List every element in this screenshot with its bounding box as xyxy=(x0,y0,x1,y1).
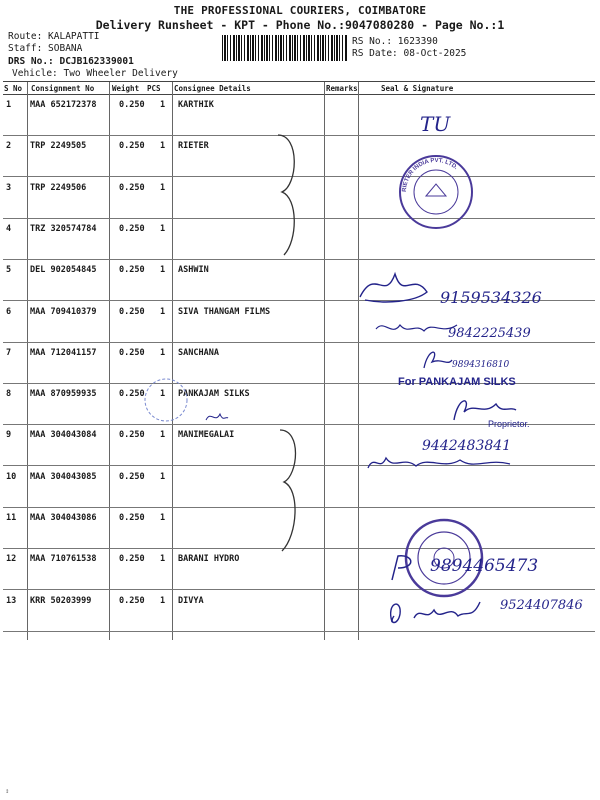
pcs-cell: 1 xyxy=(160,513,166,523)
bracket-mark xyxy=(270,425,310,555)
weight-cell: 0.250 xyxy=(119,182,145,193)
sno-cell: 8 xyxy=(6,389,12,400)
weight-cell: 0.250 xyxy=(119,595,145,606)
consignment-cell: MAA 710761538 xyxy=(30,554,97,565)
signature-scribble-row9 xyxy=(364,448,514,478)
weight-cell: 0.250 xyxy=(119,430,145,441)
consignment-cell: DEL 902054845 xyxy=(30,265,97,276)
col-header-consignee: Consignee Details xyxy=(174,84,251,93)
weight-cell: 0.250 xyxy=(119,389,145,400)
sno-cell: 11 xyxy=(6,513,17,523)
consignment-cell: MAA 709410379 xyxy=(30,306,97,317)
consignee-cell: DIVYA xyxy=(178,595,204,606)
weight-cell: 0.250 xyxy=(119,223,145,234)
pcs-cell: 1 xyxy=(160,347,166,358)
table-top-rule xyxy=(3,81,595,82)
consignment-cell: KRR 50203999 xyxy=(30,595,92,606)
pankajam-stamp-line1: For PANKAJAM SILKS xyxy=(398,376,516,388)
signature-scribble-row7 xyxy=(418,346,456,374)
phone-row13: 9524407846 xyxy=(500,598,583,613)
rieter-stamp xyxy=(396,152,476,232)
sno-cell: 9 xyxy=(6,430,12,441)
weight-cell: 0.250 xyxy=(119,306,145,317)
faint-stamp xyxy=(142,376,190,424)
rieter-stamp-text: RIETER INDIA PVT. LTD. xyxy=(401,157,459,193)
pankajam-stamp-line2: Proprietor. xyxy=(488,419,530,429)
consignment-cell: MAA 304043085 xyxy=(30,471,97,482)
consignee-cell: SIVA THANGAM FILMS xyxy=(178,306,271,317)
weight-cell: 0.250 xyxy=(119,265,145,276)
pcs-cell: 1 xyxy=(160,554,166,565)
pcs-cell: 1 xyxy=(160,389,166,400)
consignment-cell: MAA 712041157 xyxy=(30,347,97,358)
signature-scribble-row8 xyxy=(203,408,229,426)
route-label: Route: KALAPATTI xyxy=(8,31,100,42)
consignment-cell: MAA 652172378 xyxy=(30,100,97,110)
consignment-cell: MAA 870959935 xyxy=(30,389,97,400)
rs-number: RS No.: 1623390 xyxy=(352,36,438,47)
sno-cell: 12 xyxy=(6,554,17,565)
pcs-cell: 1 xyxy=(160,430,166,441)
col-header-weight: Weight xyxy=(112,84,140,93)
phone-row12: 9894465473 xyxy=(430,556,539,576)
weight-cell: 0.250 xyxy=(119,141,145,152)
runsheet-title: THE PROFESSIONAL COURIERS, COIMBATORE xyxy=(173,4,427,17)
signature-scribble-row5 xyxy=(355,262,440,307)
sno-cell: 3 xyxy=(6,182,12,193)
bracket-mark xyxy=(270,130,310,260)
consignee-cell: ASHWIN xyxy=(178,265,209,276)
phone-row9: 9442483841 xyxy=(422,438,512,454)
col-header-consignment: Consignment No xyxy=(31,84,95,93)
sno-cell: 13 xyxy=(6,595,17,606)
row-rule xyxy=(3,631,595,632)
pcs-cell: 1 xyxy=(160,223,166,234)
pcs-cell: 1 xyxy=(160,471,166,482)
sno-cell: 10 xyxy=(6,471,17,482)
sno-cell: 6 xyxy=(6,306,12,317)
signature-scribble-row12 xyxy=(386,552,422,584)
consignee-cell: MANIMEGALAI xyxy=(178,430,235,441)
page-corner-mark: ↕ xyxy=(5,787,10,795)
consignment-cell: MAA 304043084 xyxy=(30,430,97,441)
weight-cell: 0.250 xyxy=(119,100,145,110)
phone-row7: 9894316810 xyxy=(452,360,510,370)
consignment-cell: TRP 2249505 xyxy=(30,141,87,152)
pcs-cell: 1 xyxy=(160,100,166,110)
weight-cell: 0.250 xyxy=(119,513,145,523)
weight-cell: 0.250 xyxy=(119,554,145,565)
phone-row5: 9159534326 xyxy=(440,288,542,307)
pcs-cell: 1 xyxy=(160,265,166,276)
consignee-cell: BARANI HYDRO xyxy=(178,554,240,565)
consignment-cell: TRP 2249506 xyxy=(30,182,87,193)
rs-date: RS Date: 08-Oct-2025 xyxy=(352,48,467,59)
consignee-cell: KARTHIK xyxy=(178,100,214,110)
signature-row1: TU xyxy=(420,112,451,136)
col-header-pcs: PCS xyxy=(147,84,161,93)
consignee-cell: SANCHANA xyxy=(178,347,219,358)
pcs-cell: 1 xyxy=(160,141,166,152)
consignment-cell: MAA 304043086 xyxy=(30,513,97,523)
phone-row6: 9842225439 xyxy=(448,326,531,341)
weight-cell: 0.250 xyxy=(119,347,145,358)
sno-cell: 1 xyxy=(6,100,12,110)
sno-cell: 7 xyxy=(6,347,12,358)
weight-cell: 0.250 xyxy=(119,471,145,482)
consignment-cell: TRZ 320574784 xyxy=(30,223,97,234)
consignee-cell: PANKAJAM SILKS xyxy=(178,389,250,400)
consignee-cell: RIETER xyxy=(178,141,209,152)
sno-cell: 5 xyxy=(6,265,12,276)
drs-number: DRS No.: DCJB162339001 xyxy=(8,56,134,67)
sno-cell: 2 xyxy=(6,141,12,152)
pcs-cell: 1 xyxy=(160,306,166,317)
col-header-sno: S No xyxy=(4,84,23,93)
runsheet-subtitle: Delivery Runsheet - KPT - Phone No.:9047080280 - Page No.:1 xyxy=(95,18,505,32)
vehicle-label: Vehicle: Two Wheeler Delivery xyxy=(12,68,178,79)
col-header-seal: Seal & Signature xyxy=(381,84,454,93)
signature-scribble-row13 xyxy=(384,592,496,632)
sno-cell: 4 xyxy=(6,223,12,234)
col-header-remarks: Remarks xyxy=(326,84,358,93)
pcs-cell: 1 xyxy=(160,182,166,193)
pcs-cell: 1 xyxy=(160,595,166,606)
barcode-graphic xyxy=(222,35,348,61)
staff-label: Staff: SOBANA xyxy=(8,43,83,54)
